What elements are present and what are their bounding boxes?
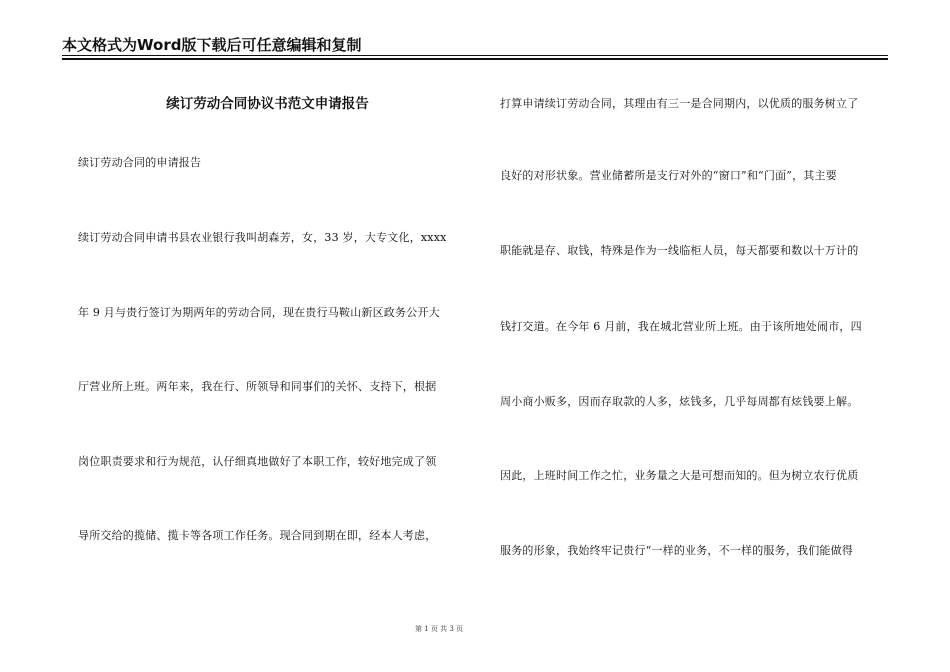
right-line-6: 因此，上班时间工作之忙，业务量之大是可想而知的。但为树立农行优质	[500, 469, 859, 482]
left-line-2: 续订劳动合同申请书县农业银行我叫胡森芳，女，33 岁，大专文化，xxxx	[78, 231, 447, 244]
right-line-3: 职能就是存、取钱，特殊是作为一线临柜人员，每天都要和数以十万计的	[500, 244, 859, 257]
left-line-5: 岗位职责要求和行为规范，认仔细真地做好了本职工作，较好地完成了领	[78, 455, 437, 468]
right-line-2: 良好的对形状象。营业储蓄所是支行对外的“窗口”和“门面”，其主要	[500, 169, 837, 182]
right-line-7: 服务的形象，我始终牢记贵行“一样的业务，不一样的服务，我们能做得	[500, 544, 854, 557]
left-line-6: 导所交给的揽储、揽卡等各项工作任务。现合同到期在即，经本人考虑，	[78, 529, 437, 542]
left-line-1: 续订劳动合同的申请报告	[78, 156, 202, 169]
right-line-5: 周小商小贩多，因而存取款的人多，炫钱多，几乎每周都有炫钱要上解。	[500, 395, 859, 408]
document-title: 续订劳动合同协议书范文申请报告	[166, 96, 369, 112]
right-line-1: 打算申请续订劳动合同，其理由有三一是合同期内，以优质的服务树立了	[500, 97, 859, 110]
page-indicator: 第 1 页 共 3 页	[414, 625, 464, 633]
header-rule-thick	[62, 58, 888, 60]
left-line-3: 年 9 月与贵行签订为期两年的劳动合同，现在贵行马鞍山新区政务公开大	[78, 306, 440, 319]
header-rule-thin	[62, 55, 888, 56]
right-line-4: 钱打交道。在今年 6 月前，我在城北营业所上班。由于该所地处闹市，四	[500, 320, 862, 333]
document-header-title: 本文格式为Word版下载后可任意编辑和复制	[62, 36, 362, 54]
left-line-4: 厅营业所上班。两年来，我在行、所领导和同事们的关怀、支持下，根据	[78, 380, 437, 393]
